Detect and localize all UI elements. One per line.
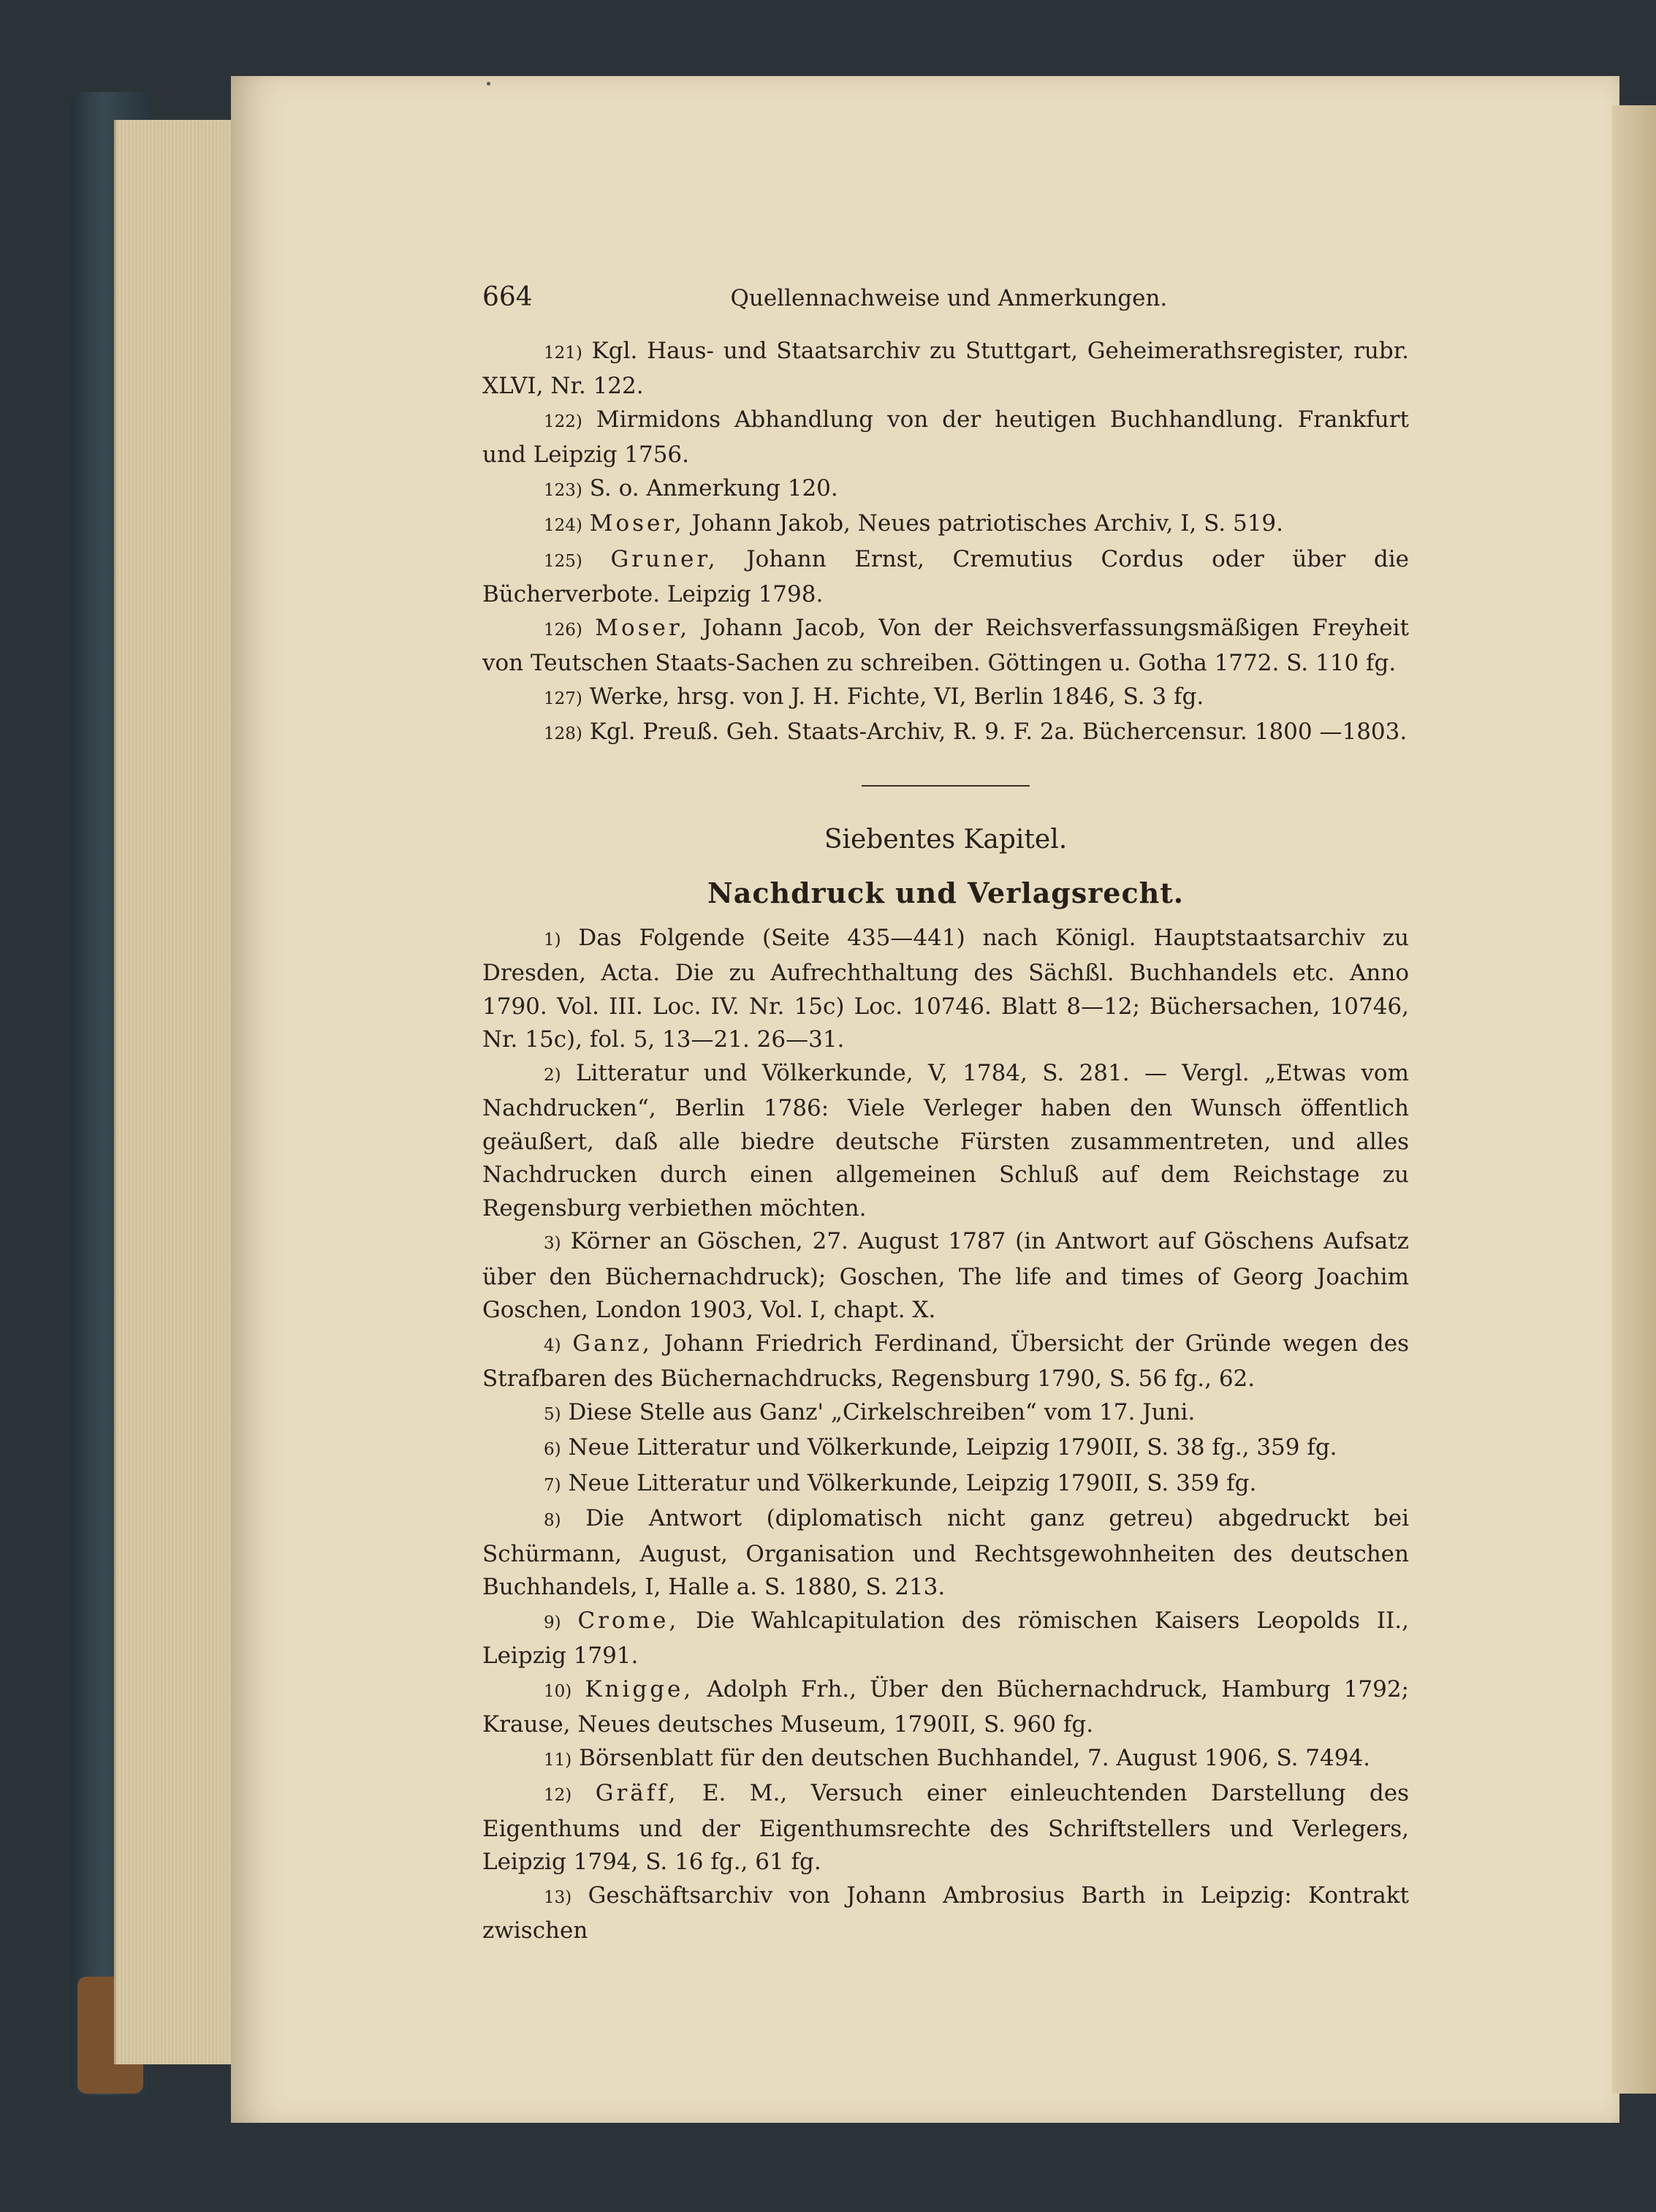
footnote-text: Die Antwort (diplomatisch nicht ganz getreu) abgedruckt bei Schürmann, August, Organisation und Rechtsgewohnheiten des deutschen Buchhandels, I, Halle a. S. 1880, S. 213. xyxy=(482,1505,1409,1600)
page-header xyxy=(482,281,1409,316)
footnote-text: Werke, hrsg. von J. H. Fichte, VI, Berlin 1846, S. 3 fg. xyxy=(589,683,1204,710)
footnote xyxy=(482,612,1409,681)
footnote-number: 127) xyxy=(544,689,582,708)
footnote xyxy=(482,922,1409,1057)
footnote-author: Moser, xyxy=(589,510,685,537)
footnote-text: Litteratur und Völkerkunde, V, 1784, S. 281. — Vergl. „Etwas vom Nachdrucken“, Berlin 1786: Viele Verleger haben den Wunsch öffentlich geäußert, daß alle biedre deutsche Fürsten zusammentreten, und alles Nachdrucken durch einen allgemeinen Schluß auf dem Reichstage zu Regensburg verbiethen möchten. xyxy=(482,1059,1409,1221)
footnote xyxy=(482,681,1409,716)
footnote-text: Diese Stelle aus Ganz' „Cirkelschreiben“ vom 17. Juni. xyxy=(568,1398,1196,1425)
footnote xyxy=(482,1502,1409,1605)
notes-bottom xyxy=(482,922,1409,1948)
footnote-author: Crome, xyxy=(577,1607,680,1634)
footnote-author: Ganz, xyxy=(572,1330,653,1357)
footnote xyxy=(482,1225,1409,1327)
page-text xyxy=(482,281,1409,1948)
footnote-number: 122) xyxy=(544,412,582,431)
ink-dot xyxy=(487,82,490,86)
footnote-number: 1) xyxy=(544,930,561,950)
footnote-text: Börsenblatt für den deutschen Buchhandel, 7. August 1906, S. 7494. xyxy=(579,1744,1371,1771)
footnote-text: E. M., Versuch einer einleuchtenden Darstellung des Eigenthums und der Eigenthumsrechte des Schriftstellers und Verlegers, Leipzig 1794, S. 16 fg., 61 fg. xyxy=(482,1780,1409,1875)
chapter-heading: Siebentes Kapitel. xyxy=(824,824,1068,855)
footnote-number: 8) xyxy=(544,1511,561,1530)
footnote xyxy=(482,1396,1409,1432)
footnote xyxy=(482,1605,1409,1673)
footnote xyxy=(482,507,1409,543)
footnote xyxy=(482,1057,1409,1226)
footnote-number: 13) xyxy=(544,1887,572,1907)
footnote xyxy=(482,1327,1409,1396)
footnote-number: 124) xyxy=(544,516,582,535)
footnote-number: 3) xyxy=(544,1234,561,1253)
footnote-number: 5) xyxy=(544,1404,561,1424)
footnote xyxy=(482,716,1409,751)
footnote xyxy=(482,543,1409,612)
right-page-edge xyxy=(1612,105,1656,2094)
footnote-text: Kgl. Preuß. Geh. Staats-Archiv, R. 9. F. 2a. Büchercensur. 1800 —1803. xyxy=(589,719,1408,745)
footnote-author: Gräff, xyxy=(595,1780,679,1806)
footnote-number: 123) xyxy=(544,480,582,500)
footnote-number: 11) xyxy=(544,1750,572,1770)
footnote-number: 126) xyxy=(544,620,582,640)
footnote-number: 9) xyxy=(544,1613,561,1632)
footnote-text: Johann Friedrich Ferdinand, Übersicht der Gründe wegen des Strafbaren des Büchernachdrucks, Regensburg 1790, S. 56 fg., 62. xyxy=(482,1330,1409,1392)
footnote xyxy=(482,1777,1409,1879)
footnote-text: Die Wahlcapitulation des römischen Kaisers Leopolds II., Leipzig 1791. xyxy=(482,1607,1409,1669)
footnote-text: Neue Litteratur und Völkerkunde, Leipzig 1790II, S. 359 fg. xyxy=(568,1469,1257,1496)
footnote-text: Körner an Göschen, 27. August 1787 (in Antwort auf Göschens Aufsatz über den Büchernachdruck); Goschen, The life and times of Georg Joachim Goschen, London 1903, Vol. I, chapt. X. xyxy=(482,1228,1410,1323)
footnote xyxy=(482,1467,1409,1503)
footnote-number: 6) xyxy=(544,1440,561,1459)
footnote-number: 2) xyxy=(544,1065,561,1085)
footnote-number: 12) xyxy=(544,1786,572,1805)
footnote-text: Neue Litteratur und Völkerkunde, Leipzig 1790II, S. 38 fg., 359 fg. xyxy=(568,1434,1337,1461)
footnote xyxy=(482,1673,1409,1742)
footnote xyxy=(482,335,1409,404)
footnote-text: Johann Ernst, Cremutius Cordus oder über die Bücherverbote. Leipzig 1798. xyxy=(482,545,1409,607)
footnote xyxy=(482,472,1409,508)
footnote-text: Johann Jacob, Von der Reichsverfassungsmäßigen Freyheit von Teutschen Staats-Sachen zu schreiben. Göttingen u. Gotha 1772. S. 110 fg. xyxy=(482,614,1409,676)
footnote-text: Johann Jakob, Neues patriotisches Archiv, I, S. 519. xyxy=(684,510,1284,537)
section-divider xyxy=(862,785,1030,787)
footnote-number: 121) xyxy=(544,343,582,363)
chapter-title: Nachdruck und Verlagsrecht. xyxy=(707,876,1185,909)
footnote-text: Kgl. Haus- und Staatsarchiv zu Stuttgart, Geheimerathsregister, rubr. XLVI, Nr. 122. xyxy=(482,337,1409,399)
footnote-text: Adolph Frh., Über den Büchernachdruck, Hamburg 1792; Krause, Neues deutsches Museum, 1790II, S. 960 fg. xyxy=(482,1675,1409,1738)
footnote-text: Geschäftsarchiv von Johann Ambrosius Barth in Leipzig: Kontrakt zwischen xyxy=(482,1882,1410,1944)
footnote xyxy=(482,1742,1409,1778)
footnote-number: 4) xyxy=(544,1336,561,1355)
footnote-number: 125) xyxy=(544,551,582,571)
footnote-text: Mirmidons Abhandlung von der heutigen Buchhandlung. Frankfurt und Leipzig 1756. xyxy=(482,406,1409,468)
page-number: 664 xyxy=(482,282,533,312)
footnote-number: 10) xyxy=(544,1681,572,1701)
notes-top xyxy=(482,335,1409,751)
footnote-number: 128) xyxy=(544,724,582,743)
footnote-text: Das Folgende (Seite 435—441) nach Königl. Hauptstaatsarchiv zu Dresden, Acta. Die zu Aufrechthaltung des Sächßl. Buchhandels etc. Anno 1790. Vol. III. Loc. IV. Nr. 15c) Loc. 10746. Blatt 8—12; Büchersachen, 10746, Nr. 15c), fol. 5, 13—21. 26—31. xyxy=(482,924,1409,1053)
footnote-author: Knigge, xyxy=(585,1675,694,1702)
running-title: Quellennachweise und Anmerkungen. xyxy=(730,285,1168,311)
footnote-author: Gruner, xyxy=(610,545,718,572)
footnote xyxy=(482,1431,1409,1467)
footnote xyxy=(482,404,1409,472)
footnote-number: 7) xyxy=(544,1475,561,1495)
footnote-text: S. o. Anmerkung 120. xyxy=(589,474,838,501)
footnote-author: Moser, xyxy=(595,614,691,641)
footnote xyxy=(482,1879,1409,1948)
